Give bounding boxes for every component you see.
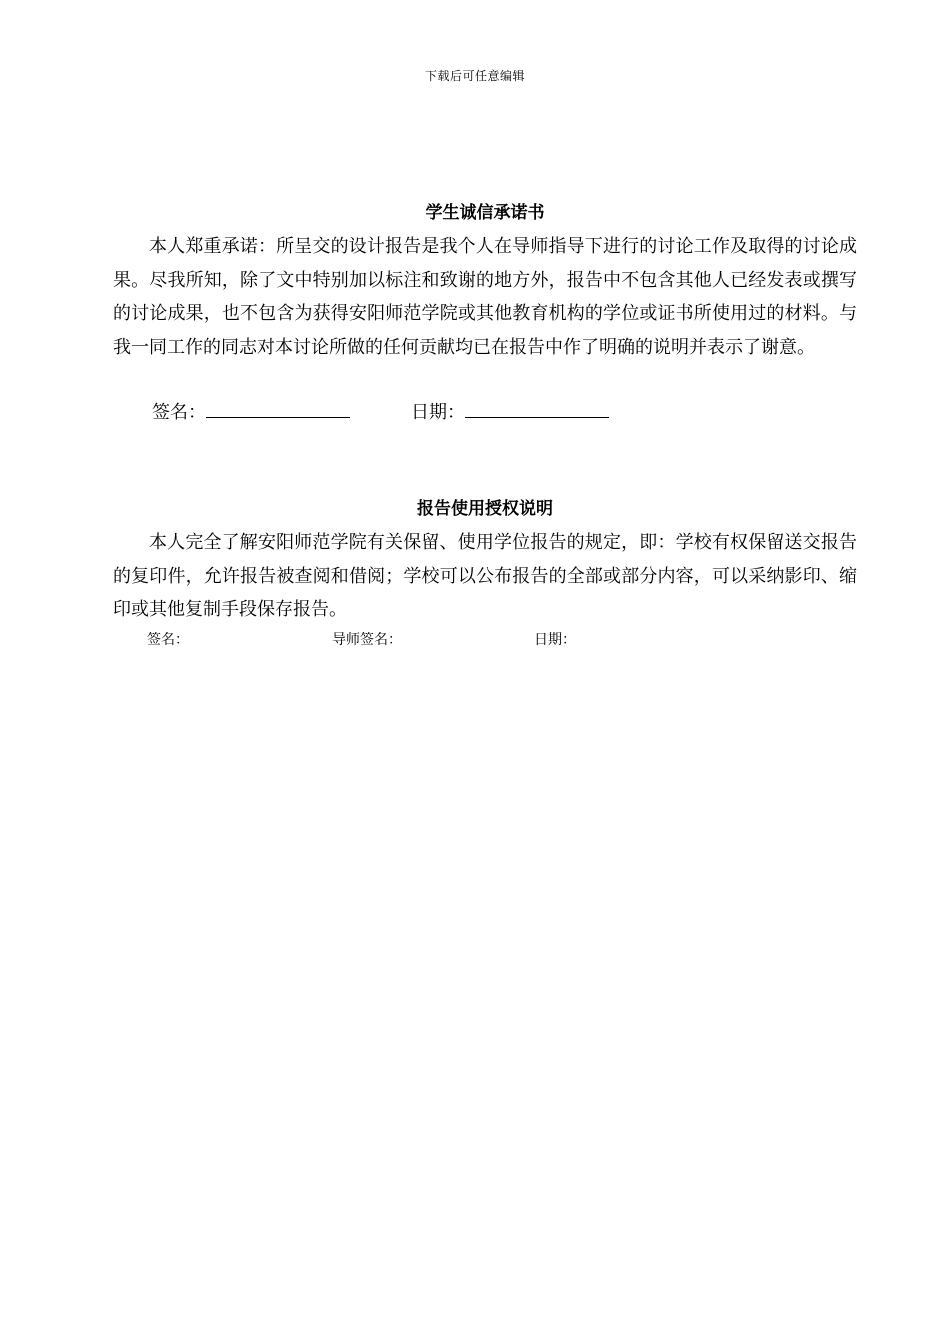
authorization-signature-label: 签名： [147, 632, 189, 648]
integrity-signature-label: 签名： [152, 402, 206, 423]
integrity-pledge-body: 本人郑重承诺：所呈交的设计报告是我个人在导师指导下进行的讨论工作及取得的讨论成果。尽我所知，除了文中特别加以标注和致谢的地方外，报告中不包含其他人已经发表或撰写的讨论成果，也不包含为获得安阳师范学院或其他教育机构的学位或证书所使用过的材料。与我一同工作的同志对本讨论所做的任何贡献均已在报告中作了明确的说明并表示了谢意。 [113, 236, 857, 358]
authorization-date-label: 日期： [534, 632, 576, 648]
integrity-date-field [411, 398, 609, 425]
integrity-date-line[interactable] [465, 398, 609, 418]
integrity-date-label: 日期： [411, 402, 465, 423]
integrity-signature-line[interactable] [206, 398, 350, 418]
authorization-title: 报告使用授权说明 [417, 499, 553, 519]
authorization-body: 本人完全了解安阳师范学院有关保留、使用学位报告的规定，即：学校有权保留送交报告的复印件，允许报告被查阅和借阅；学校可以公布报告的全部或部分内容，可以采纳影印、缩印或其他复制手段保存报告。 [113, 532, 857, 621]
authorization-advisor-signature-label: 导师签名： [332, 632, 402, 648]
integrity-pledge-title: 学生诚信承诺书 [425, 203, 545, 223]
integrity-signature-field [152, 398, 350, 425]
header-note: 下载后可任意编辑 [424, 69, 525, 83]
